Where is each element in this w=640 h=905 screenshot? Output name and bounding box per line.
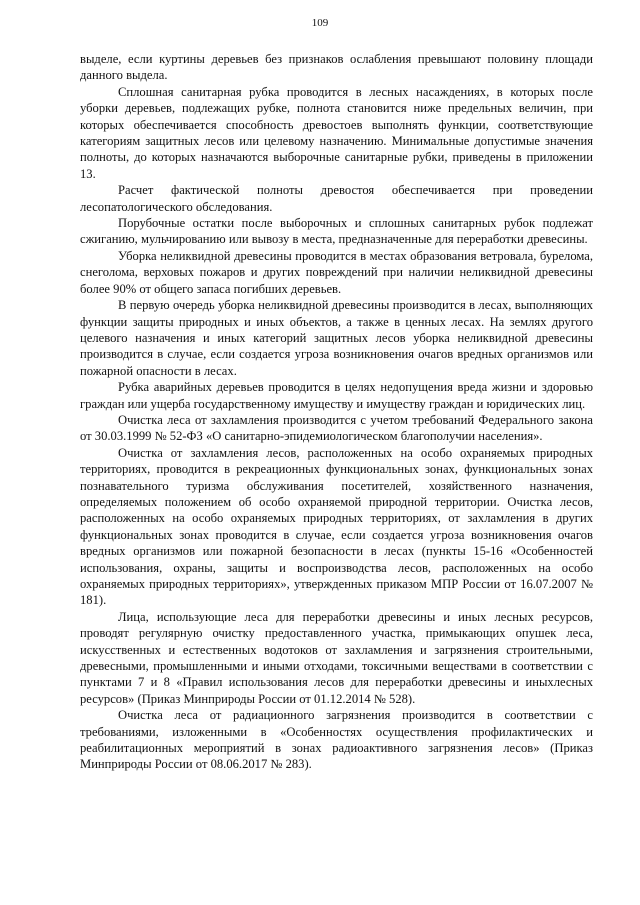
paragraph: Сплошная санитарная рубка проводится в лесных насаждениях, в которых после уборки деревьев, подлежащих рубке, полнота становится ниже предельных величин, при которых обеспечивается способность древостоев выполнять функции, соответствующие категориям защитных лесов или целевому назначению. Минимальные допустимые значения полноты, до которых назначаются выборочные санитарные рубки, приведены в приложении 13.: [80, 84, 593, 181]
paragraph: Очистка леса от захламления производится с учетом требований Федерального закона от 30.03.1999 № 52-ФЗ «О санитарно-эпидемиологическом благополучии населения».: [80, 412, 593, 444]
paragraph: выделе, если куртины деревьев без признаков ослабления превышают половину площади данного выдела.: [80, 52, 593, 83]
paragraph: Расчет фактической полноты древостоя обеспечивается при проведении лесопатологического обследования.: [80, 183, 593, 214]
body-text: [80, 51, 593, 773]
paragraph: Очистка леса от радиационного загрязнения производится в соответствии с требованиями, изложенными в «Особенностях осуществления профилактических и реабилитационных мероприятий в зонах радиоактивного загрязнения лесов» (Приказ Минприроды России от 08.06.2017 № 283).: [80, 708, 593, 772]
paragraph: Очистка от захламления лесов, расположенных на особо охраняемых природных территориях, проводится в рекреационных функциональных зонах, функциональных зонах познавательного туризма обслуживания посетителей, хозяйственного назначения, определяемых положением об особо охраняемой природной территории. Очистка лесов, расположенных на особо охраняемых природных территориях, от захламления в других функциональных зонах проводится в случае, если создается угроза возникновения очагов вредных организмов или пожарной безопасности в лесах (пункты 15-16 «Особенностей использования, охраны, защиты и воспроизводства лесов, расположенных на особо охраняемых природных территориях», утвержденных приказом МПР России от 16.07.2007 № 181).: [80, 445, 593, 608]
paragraph: В первую очередь уборка неликвидной древесины производится в лесах, выполняющих функции защиты природных и иных объектов, а также в ценных лесах. На землях другого целевого назначения и иных категорий защитных лесов уборка неликвидной древесины производится в случае, если создается угроза возникновения очагов вредных организмов или пожарной опасности в лесах.: [80, 298, 593, 378]
paragraph: Уборка неликвидной древесины проводится в местах образования ветровала, бурелома, снеголома, верховых пожаров и других повреждений при наличии неликвидной древесины более 90% от общего запаса погибших деревьев.: [80, 248, 593, 296]
page-number: 109: [311, 17, 329, 29]
paragraph: Рубка аварийных деревьев проводится в целях недопущения вреда жизни и здоровью граждан или ущерба государственному имуществу и имуществу граждан и юридических лиц.: [80, 380, 593, 411]
paragraph: Порубочные остатки после выборочных и сплошных санитарных рубок подлежат сжиганию, мульчированию или вывозу в места, предназначенные для переработки древесины.: [80, 216, 593, 247]
paragraph: Лица, использующие леса для переработки древесины и иных лесных ресурсов, проводят регулярную очистку предоставленного участка, примыкающих опушек леса, искусственных и естественных водотоков от захламления и загрязнения строительными, древесными, промышленными и иными отходами, токсичными веществами в соответствии с пунктами 7 и 8 «Правил использования лесов для переработки древесины и иныхлесных ресурсов» (Приказ Минприроды России от 01.12.2014 № 528).: [80, 609, 593, 706]
